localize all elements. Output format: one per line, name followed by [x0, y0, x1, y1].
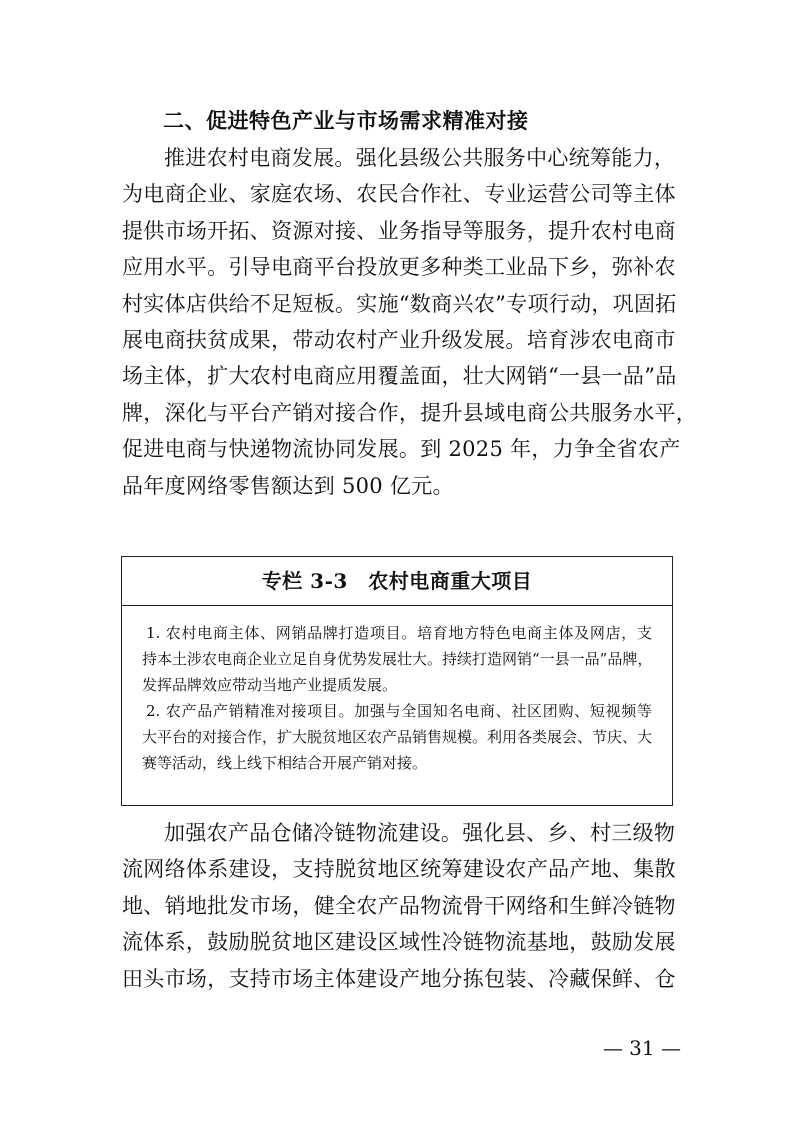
paragraph-line: 应用水平。引导电商平台投放更多种类工业品下乡，弥补农: [122, 255, 676, 280]
project-item-line: 持本土涉农电商企业立足自身优势发展壮大。持续打造网销“一县一品”品牌，: [142, 650, 653, 668]
paragraph-line: 田头市场，支持市场主体建设产地分拣包装、冷藏保鲜、仓: [122, 966, 676, 991]
paragraph-line: 牌，深化与平台产销对接合作，提升县域电商公共服务水平，: [122, 400, 698, 425]
paragraph-line: 为电商企业、家庭农场、农民合作社、专业运营公司等主体: [122, 182, 676, 207]
paragraph-line: 地、销地批发市场，健全农产品物流骨干网络和生鲜冷链物: [122, 893, 676, 918]
paragraph-line: 流体系，鼓励脱贫地区建设区域性冷链物流基地，鼓励发展: [122, 930, 676, 955]
paragraph-line: 流网络体系建设，支持脱贫地区统筹建设农产品产地、集散: [122, 857, 676, 882]
paragraph-line: 场主体，扩大农村电商应用覆盖面，壮大网销“一县一品”品: [122, 364, 677, 389]
section-heading: 二、促进特色产业与市场需求精准对接: [163, 108, 529, 133]
paragraph-line: 村实体店供给不足短板。实施“数商兴农”专项行动，巩固拓: [122, 291, 677, 316]
paragraph-rural-ecommerce: [122, 140, 698, 504]
paragraph-line: 展电商扶贫成果，带动农村产业升级发展。培育涉农电商市: [122, 328, 676, 353]
paragraph-line: 品年度网络零售额达到 500 亿元。: [122, 473, 454, 498]
paragraph-cold-chain: [122, 815, 674, 997]
project-item-line: 2. 农产品产销精准对接项目。加强与全国知名电商、社区团购、短视频等: [146, 702, 652, 720]
page-number: — 31 —: [602, 1036, 681, 1060]
paragraph-line: 促进电商与快递物流协同发展。到 2025 年，力争全省农产: [122, 437, 681, 462]
project-item: [142, 620, 652, 698]
project-item: [142, 698, 652, 776]
project-item-line: 大平台的对接合作，扩大脱贫地区农产品销售规模。利用各类展会、节庆、大: [142, 728, 653, 746]
project-box-title: 专栏 3-3 农村电商重大项目: [122, 557, 672, 606]
project-box-body: [122, 606, 672, 776]
project-item-line: 1. 农村电商主体、网销品牌打造项目。培育地方特色电商主体及网店，支: [146, 624, 652, 642]
paragraph-line: 推进农村电商发展。强化县级公共服务中心统筹能力，: [164, 146, 676, 170]
paragraph-line: 提供市场开拓、资源对接、业务指导等服务，提升农村电商: [122, 218, 676, 243]
project-box: [121, 556, 673, 806]
project-item-line: 赛等活动，线上线下相结合开展产销对接。: [142, 754, 428, 772]
paragraph-line: 加强农产品仓储冷链物流建设。强化县、乡、村三级物: [164, 821, 676, 845]
project-item-line: 发挥品牌效应带动当地产业提质发展。: [142, 676, 398, 694]
